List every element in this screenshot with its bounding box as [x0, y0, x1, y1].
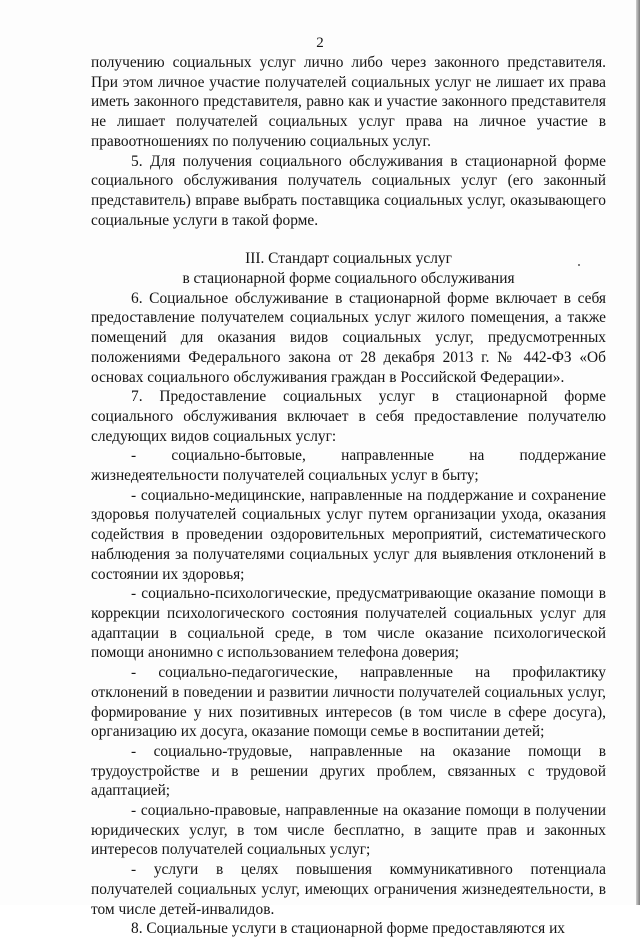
- scan-speck: [578, 264, 580, 266]
- paragraph-continuation: получению социальных услуг лично либо через законного представителя. При этом личное участие получателей социальных услуг не лишает их права иметь законного представителя, равно как и участие законного представителя не лишает получателей социальных услуг права на личное участие в правоотношениях по получению социальных услуг.: [91, 54, 606, 150]
- document-body: [91, 53, 606, 939]
- paragraph-8: 8. Социальные услуги в стационарной форме предоставляются их: [131, 920, 565, 938]
- paragraph-6: 6. Социальное обслуживание в стационарной форме включает в себя предоставление получателем социальных услуг жилого помещения, а также помещений для оказания видов социальных услуг, предусмотренных положениями Федерального закона от 28 декабря 2013 г. № 442-ФЗ «Об основах социального обслуживания граждан в Российской Федерации».: [91, 289, 606, 386]
- page-number: 2: [316, 35, 324, 51]
- section-heading-line-1: III. Стандарт социальных услуг: [245, 250, 452, 268]
- list-item-social-legal: - социально-правовые, направленные на оказание помощи в получении юридических услуг, в том числе бесплатно, в защите прав и законных интересов получателей социальных услуг;: [91, 802, 606, 859]
- list-item-social-labor: - социально-трудовые, направленные на оказание помощи в трудоустройстве и в решении других проблем, связанных с трудовой адаптацией;: [91, 742, 606, 800]
- scan-edge-shadow: [636, 0, 640, 905]
- list-item-social-psychological: - социально-психологические, предусматривающие оказание помощи в коррекции психологического состояния получателей социальных услуг для адаптации в социальной среде, в том числе оказание психологической помощи анонимно с использованием телефона доверия;: [91, 585, 606, 662]
- paragraph-5: 5. Для получения социального обслуживания в стационарной форме социального обслуживания получатель социальных услуг (его законный представитель) вправе выбрать поставщика социальных услуг, оказывающего социальные услуги в такой форме.: [91, 152, 606, 229]
- list-item-social-household: - социально-бытовые, направленные на поддержание жизнедеятельности получателей социальных услуг в быту;: [91, 447, 606, 485]
- list-item-social-medical: - социально-медицинские, направленные на поддержание и сохранение здоровья получателей социальных услуг путем организации ухода, оказания содействия в проведении оздоровительных мероприятий, систематического наблюдения за получателями социальных услуг для выявления отклонений в состоянии их здоровья;: [91, 486, 606, 583]
- section-heading-line-2: в стационарной форме социального обслуживания: [182, 270, 515, 288]
- list-item-social-pedagogical: - социально-педагогические, направленные на профилактику отклонений в поведении и развитии личности получателей социальных услуг, формирование у них позитивных интересов (в том числе в сфере досуга), организацию их досуга, оказание помощи семье в воспитании детей;: [91, 664, 606, 741]
- list-item-communication: - услуги в целях повышения коммуникативного потенциала получателей социальных услуг, имеющих ограничения жизнедеятельности, в том числе детей-инвалидов.: [91, 861, 606, 918]
- paragraph-7: 7. Предоставление социальных услуг в стационарной форме социального обслуживания включает в себя предоставление получателю следующих видов социальных услуг:: [91, 388, 606, 445]
